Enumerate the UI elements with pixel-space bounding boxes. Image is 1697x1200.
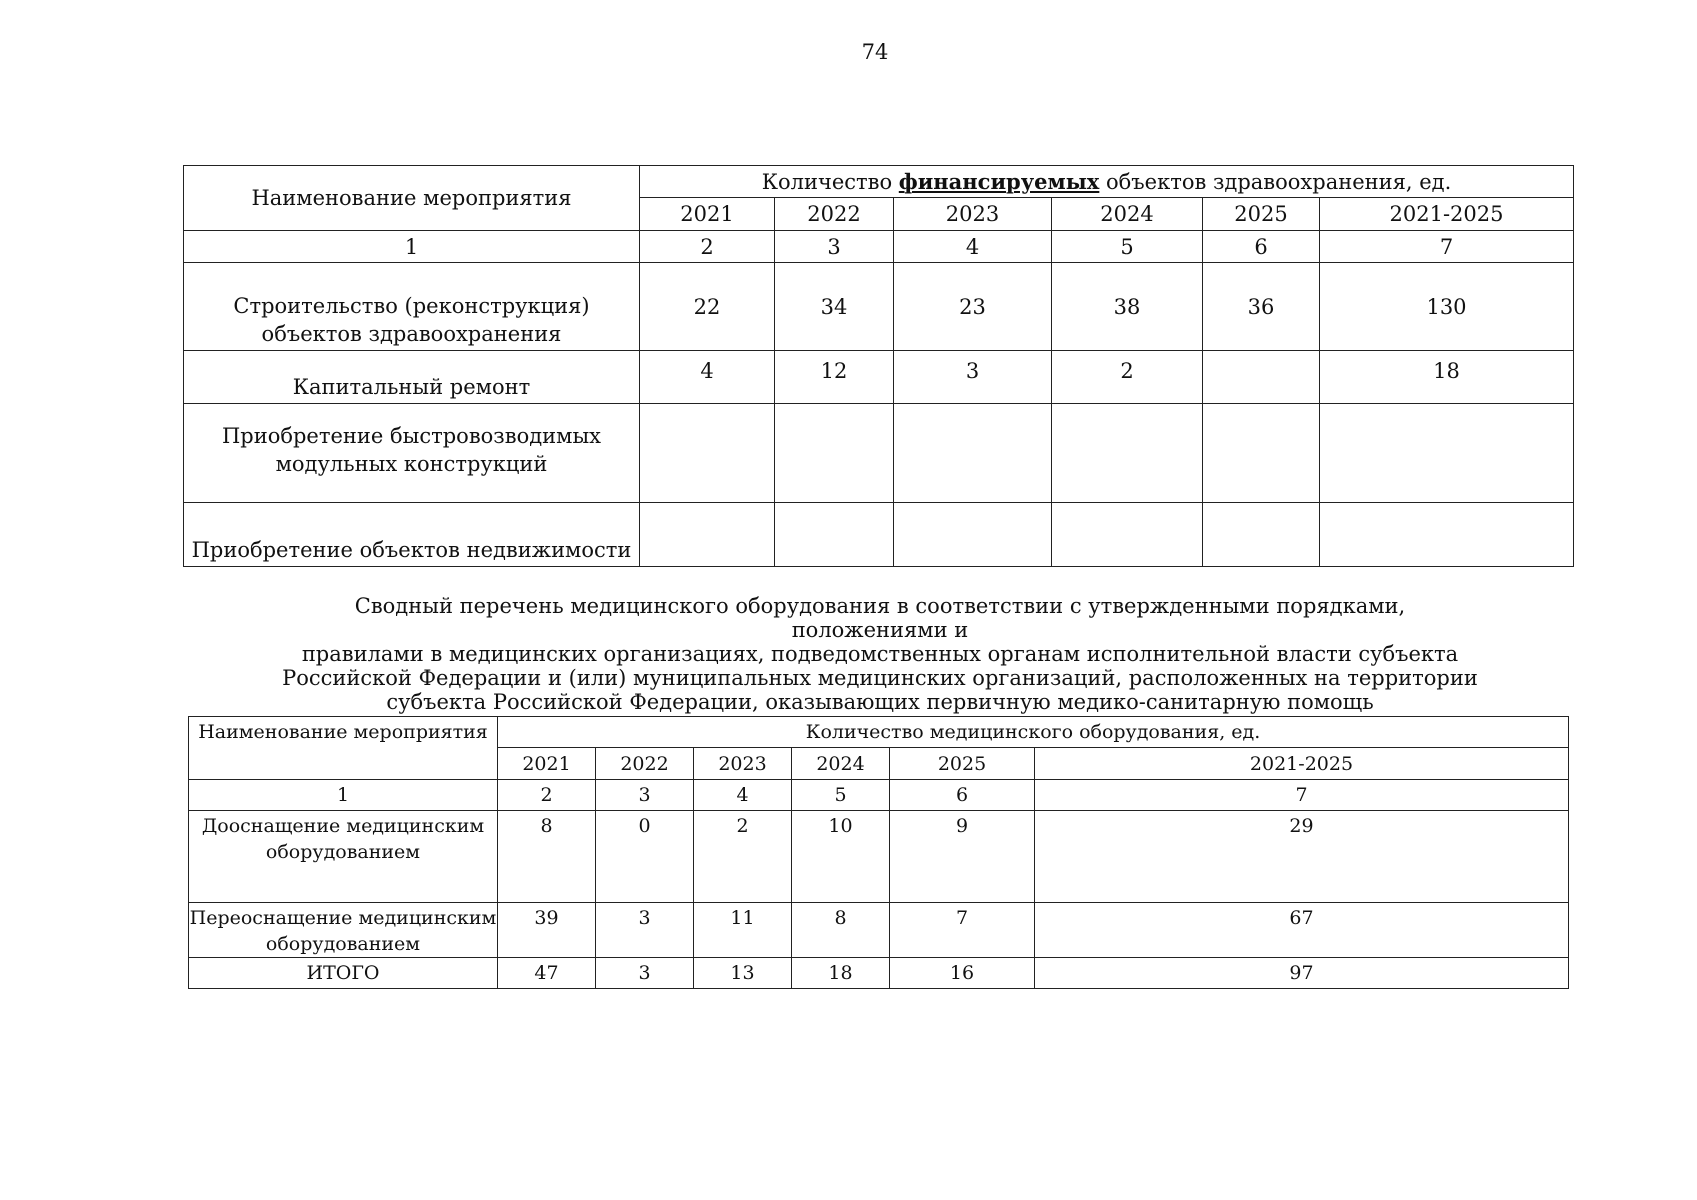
equipment-list-caption: [280, 594, 1480, 714]
value-cell: 7: [890, 903, 1035, 958]
table-row: [184, 404, 1574, 503]
value-cell: 3: [894, 351, 1052, 404]
group-header-emphasis: финансируемых: [898, 168, 1100, 194]
value-cell: [775, 404, 894, 503]
value-cell: [1320, 404, 1574, 503]
header-row: [189, 717, 1569, 748]
table-row: [184, 503, 1574, 567]
year-header: 2021: [498, 748, 596, 780]
value-cell: 2: [694, 811, 792, 903]
year-header: 2021: [640, 198, 775, 231]
value-cell: 34: [775, 263, 894, 351]
column-number: 1: [189, 780, 498, 811]
column-number: 7: [1035, 780, 1569, 811]
value-cell: 67: [1035, 903, 1569, 958]
value-cell: [1320, 503, 1574, 567]
row-name: [184, 263, 640, 351]
row-name: Приобретение объектов недвижимости: [184, 503, 640, 567]
column-number: 7: [1320, 231, 1574, 263]
value-cell: [1052, 503, 1203, 567]
column-numbers-row: [184, 231, 1574, 263]
header-row: [184, 166, 1574, 198]
column-numbers-row: [189, 780, 1569, 811]
column-number: 3: [596, 780, 694, 811]
value-cell: 2: [1052, 351, 1203, 404]
value-cell: 0: [596, 811, 694, 903]
value-cell: 4: [640, 351, 775, 404]
value-cell: [894, 503, 1052, 567]
value-cell: 13: [694, 958, 792, 989]
table-row: [189, 811, 1569, 903]
value-cell: 9: [890, 811, 1035, 903]
row-name-line: модульных конструкций: [275, 452, 548, 476]
year-header: 2022: [596, 748, 694, 780]
row-name-line: объектов здравоохранения: [261, 322, 562, 346]
value-cell: 18: [1320, 351, 1574, 404]
row-name-line: Дооснащение медицинским: [201, 815, 485, 837]
medical-equipment-table: [188, 716, 1569, 989]
column-number: 1: [184, 231, 640, 263]
row-name: ИТОГО: [189, 958, 498, 989]
year-header: 2021-2025: [1320, 198, 1574, 231]
year-header: 2023: [894, 198, 1052, 231]
value-cell: 3: [596, 958, 694, 989]
caption-line: Сводный перечень медицинского оборудования в соответствии с утвержденными порядками, положениями и: [354, 594, 1406, 642]
row-name: [184, 404, 640, 503]
row-name: [189, 811, 498, 903]
column-number: 4: [894, 231, 1052, 263]
value-cell: 36: [1203, 263, 1320, 351]
year-header: 2024: [1052, 198, 1203, 231]
value-cell: 18: [792, 958, 890, 989]
value-cell: [1052, 404, 1203, 503]
value-cell: 38: [1052, 263, 1203, 351]
row-name-line: Переоснащение медицинским: [189, 907, 497, 929]
value-cell: 130: [1320, 263, 1574, 351]
value-cell: 97: [1035, 958, 1569, 989]
column-number: 4: [694, 780, 792, 811]
value-cell: [1203, 404, 1320, 503]
value-cell: 3: [596, 903, 694, 958]
value-cell: 16: [890, 958, 1035, 989]
value-cell: 39: [498, 903, 596, 958]
row-name-line: оборудованием: [265, 841, 421, 863]
value-cell: 23: [894, 263, 1052, 351]
row-name: Капитальный ремонт: [184, 351, 640, 404]
value-cell: 8: [498, 811, 596, 903]
column-number: 2: [640, 231, 775, 263]
value-cell: [1203, 503, 1320, 567]
column-number: 5: [1052, 231, 1203, 263]
value-cell: [640, 503, 775, 567]
table-row: [189, 903, 1569, 958]
year-header: 2024: [792, 748, 890, 780]
value-cell: 11: [694, 903, 792, 958]
row-name-line: Приобретение быстровозводимых: [221, 424, 602, 448]
value-cell: [894, 404, 1052, 503]
name-column-header: Наименование мероприятия: [189, 717, 498, 780]
caption-line: субъекта Российской Федерации, оказывающих первичную медико-санитарную помощь: [386, 690, 1374, 714]
group-header: [640, 166, 1574, 198]
column-number: 5: [792, 780, 890, 811]
caption-line: правилами в медицинских организациях, подведомственных органам исполнительной власти субъекта: [301, 642, 1459, 666]
table-row: [184, 263, 1574, 351]
value-cell: 47: [498, 958, 596, 989]
value-cell: 8: [792, 903, 890, 958]
value-cell: 12: [775, 351, 894, 404]
year-header: 2025: [890, 748, 1035, 780]
value-cell: 29: [1035, 811, 1569, 903]
value-cell: 10: [792, 811, 890, 903]
value-cell: [1203, 351, 1320, 404]
value-cell: [640, 404, 775, 503]
table-row: [184, 351, 1574, 404]
row-name-line: оборудованием: [265, 933, 421, 955]
column-number: 6: [1203, 231, 1320, 263]
column-number: 6: [890, 780, 1035, 811]
year-header: 2025: [1203, 198, 1320, 231]
row-name: [189, 903, 498, 958]
total-row: [189, 958, 1569, 989]
column-number: 3: [775, 231, 894, 263]
name-column-header: Наименование мероприятия: [184, 166, 640, 231]
value-cell: [775, 503, 894, 567]
group-header-prefix: Количество: [761, 169, 899, 194]
year-header: 2021-2025: [1035, 748, 1569, 780]
value-cell: 22: [640, 263, 775, 351]
row-name-line: Строительство (реконструкция): [233, 294, 590, 318]
column-number: 2: [498, 780, 596, 811]
year-header: 2022: [775, 198, 894, 231]
year-header: 2023: [694, 748, 792, 780]
group-header-suffix: объектов здравоохранения, ед.: [1099, 169, 1452, 194]
page-number: 74: [861, 40, 889, 64]
caption-line: Российской Федерации и (или) муниципальных медицинских организаций, расположенных на территории: [282, 666, 1478, 690]
group-header: Количество медицинского оборудования, ед.: [498, 717, 1569, 748]
financed-objects-table: [183, 165, 1574, 567]
